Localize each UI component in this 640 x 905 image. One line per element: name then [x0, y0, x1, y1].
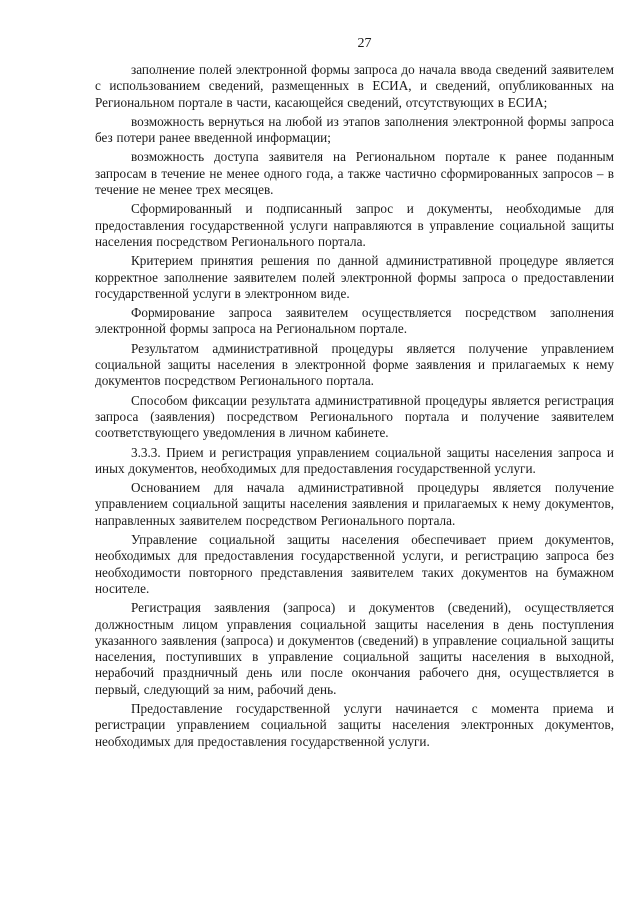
paragraph: Сформированный и подписанный запрос и документы, необходимые для предоставления государственной услуги направляются в управление социальной защиты населения посредством Регионального портала. [95, 201, 614, 249]
paragraph: Формирование запроса заявителем осуществляется посредством заполнения электронной формы запроса на Региональном портале. [95, 305, 614, 337]
page-number: 27 [357, 36, 372, 51]
paragraph: Результатом административной процедуры является получение управлением социальной защиты населения в электронной форме заявления и прилагаемых к нему документов посредством Регионального портала. [95, 340, 614, 389]
paragraph: Основанием для начала административной процедуры является получение управлением социальной защиты населения заявления и прилагаемых к нему документов, направленных заявителем посредством Регионального портала. [95, 480, 614, 528]
section-heading-paragraph: 3.3.3. Прием и регистрация управлением социальной защиты населения запроса и иных документов, необходимых для предоставления государственной услуги. [95, 444, 614, 476]
paragraph: Регистрация заявления (запроса) и документов (сведений), осуществляется должностным лицом управления социальной защиты населения в день поступления указанного заявления (запроса) и документов (сведений) в управление социальной защиты населения, поступивших в управление социальной защиты населения в выходной, нерабочий праздничный день или после окончания рабочего дня, осуществляется в первый, следующий за ним, рабочий день. [95, 600, 614, 697]
paragraph: возможность вернуться на любой из этапов заполнения электронной формы запроса без потери ранее введенной информации; [95, 113, 614, 146]
paragraph: Управление социальной защиты населения обеспечивает прием документов, необходимых для предоставления государственной услуги, и регистрацию запроса без необходимости повторного представления заявителем таких документов на бумажном носителе. [95, 532, 614, 596]
paragraph: Способом фиксации результата административной процедуры является регистрация запроса (заявления) посредством Регионального портала и получение заявителем соответствующего уведомления в личном кабинете. [95, 392, 614, 441]
paragraph: Предоставление государственной услуги начинается с момента приема и регистрации управлением социальной защиты населения электронных документов, необходимых для предоставления государственной услуги. [95, 700, 614, 749]
paragraph: заполнение полей электронной формы запроса до начала ввода сведений заявителем с использованием сведений, размещенных в ЕСИА, и сведений, опубликованных на Региональном портале в части, касающейся сведений, отсутствующих в ЕСИА; [95, 62, 614, 110]
paragraph: возможность доступа заявителя на Региональном портале к ранее поданным запросам в течение не менее одного года, а также частично сформированных запросов – в течение не менее трех месяцев. [95, 149, 614, 198]
paragraph: Критерием принятия решения по данной административной процедуре является корректное заполнение заявителем полей электронной формы запроса о предоставлении государственной услуги в электронном виде. [95, 253, 614, 301]
